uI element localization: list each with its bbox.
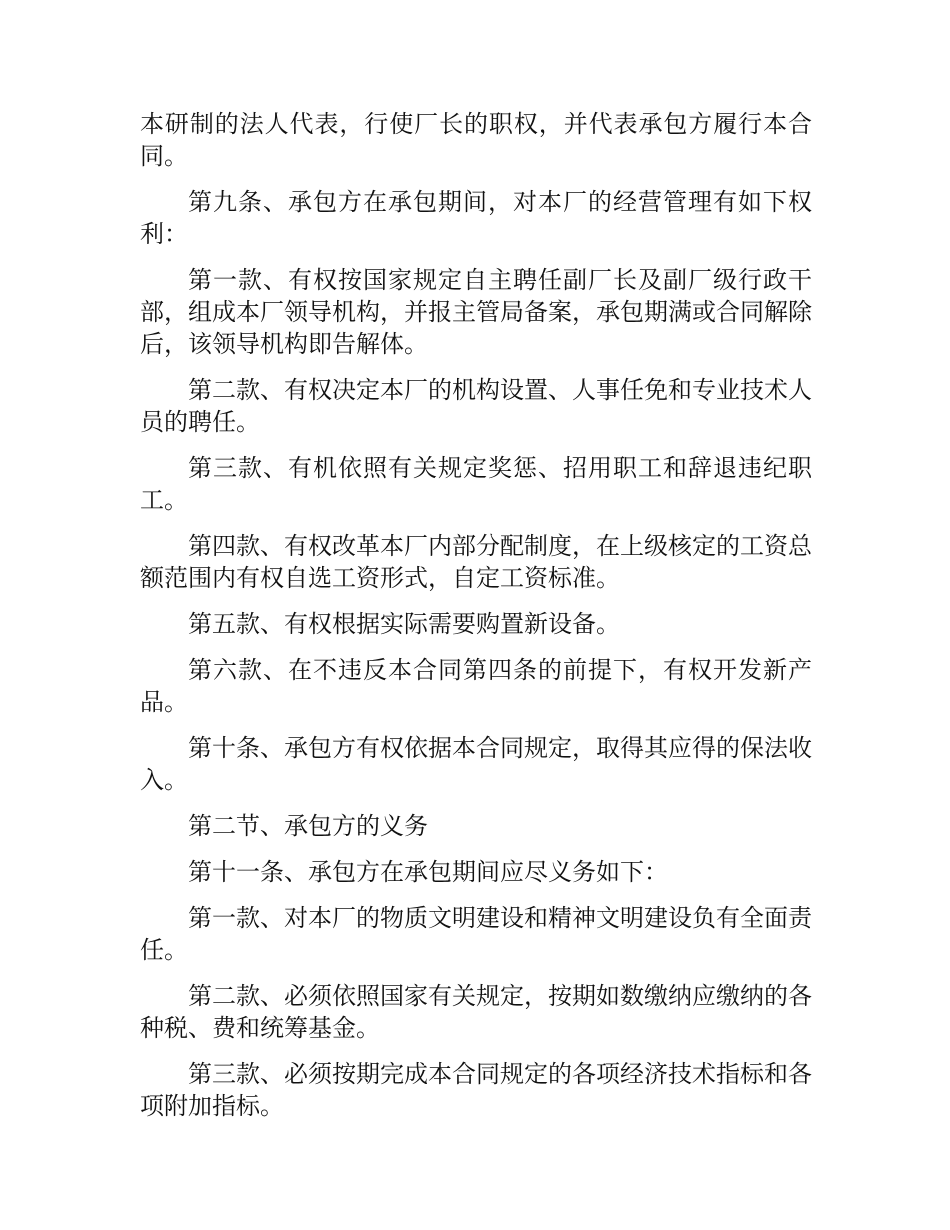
- paragraph-clause-6: 第六款、在不违反本合同第四条的前提下，有权开发新产品。: [140, 656, 812, 716]
- paragraph-article-10: 第十条、承包方有权依据本合同规定，取得其应得的保法收入。: [140, 734, 812, 794]
- paragraph-1: 本研制的法人代表，行使厂长的职权，并代表承包方履行本合同。: [140, 110, 812, 170]
- paragraph-obligation-clause-3: 第三款、必须按期完成本合同规定的各项经济技术指标和各项附加指标。: [140, 1060, 812, 1120]
- document-page: [140, 108, 812, 1136]
- paragraph-clause-4: 第四款、有权改革本厂内部分配制度，在上级核定的工资总额范围内有权自选工资形式，自定工资标准。: [140, 532, 812, 592]
- paragraph-article-11: 第十一条、承包方在承包期间应尽义务如下：: [188, 858, 668, 886]
- paragraph-obligation-clause-2: 第二款、必须依照国家有关规定，按期如数缴纳应缴纳的各种税、费和统筹基金。: [140, 982, 812, 1042]
- paragraph-clause-3: 第三款、有机依照有关规定奖惩、招用职工和辞退违纪职工。: [140, 454, 812, 514]
- paragraph-clause-2: 第二款、有权决定本厂的机构设置、人事任免和专业技术人员的聘任。: [140, 376, 812, 436]
- paragraph-clause-5: 第五款、有权根据实际需要购置新设备。: [188, 610, 620, 638]
- paragraph-article-9: 第九条、承包方在承包期间，对本厂的经营管理有如下权利：: [140, 188, 812, 248]
- paragraph-obligation-clause-1: 第一款、对本厂的物质文明建设和精神文明建设负有全面责任。: [140, 904, 812, 964]
- section-heading-obligations: 第二节、承包方的义务: [188, 812, 428, 840]
- paragraph-clause-1: 第一款、有权按国家规定自主聘任副厂长及副厂级行政干部，组成本厂领导机构，并报主管局备案，承包期满或合同解除后，该领导机构即告解体。: [140, 266, 812, 358]
